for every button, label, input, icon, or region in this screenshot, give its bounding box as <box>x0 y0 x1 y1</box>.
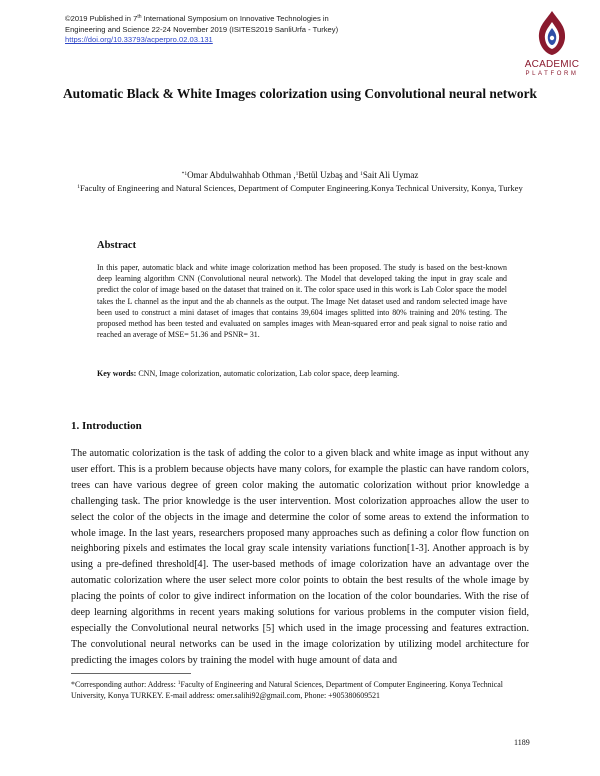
logo-subtitle: PLATFORM <box>525 71 579 77</box>
page-number: 1189 <box>514 738 530 747</box>
author-2: Betül Uzbaş and <box>298 170 361 180</box>
paper-title: Automatic Black & White Images colorization using Convolutional neural network <box>62 86 537 101</box>
author-1: Omar Abdulwahhab Othman , <box>187 170 296 180</box>
keywords <box>97 368 507 379</box>
footnote-divider <box>71 673 191 674</box>
section-heading-introduction: 1. Introduction <box>71 420 142 432</box>
introduction-text: The automatic colorization is the task of adding the color to a given black and white image as input without any user effort. This is a problem because objects have many colors, for example the plastic can have random colors, trees can have various degree of green color making the automatic colorization without prior knowledge a challenging task. The prior knowledge is the user intervention. Most colorization approaches allow the user to select the color of the objects in the image and determine the color of some areas to extend the information to whole image. In the last years, researchers proposed many approaches such as defining a color flow function on neighboring pixels and estimates the local gray scale intensity variations function[1-3]. Another approach is by using a pre-defined threshold[4]. The user-based methods of image colorization have an advantage over the automatic colorization where the user select more color points to obtain the best results of the whole image by placing the points of color to give indirect information on the location of the color boundaries. With the rise of deep learning algorithms in recent years making solutions for various problems in the computer vision field, especially the Convolutional neural networks [5] which used in the image processing and features extraction. The convolutional neural networks can be used in the image colorization by utilizing model architecture for predicting the images colors by training the model with huge amount of data and <box>71 448 529 666</box>
logo-emblem-icon <box>532 10 572 58</box>
publication-header <box>65 12 485 46</box>
author-list: $^{*1}$Omar Abdulwahhab Othman ,$^1$Betül Uzbaş and $^1$Sait Ali Uymaz <box>181 170 419 180</box>
author-3: Sait Ali Uymaz <box>362 170 419 180</box>
keywords-text: CNN, Image colorization, automatic colorization, Lab color space, deep learning. <box>136 369 400 378</box>
logo-title: ACADEMIC <box>524 59 580 70</box>
affiliation: $^1$Faculty of Engineering and Natural Sciences, Department of Computer Engineering.Konya Technical University, Konya, Turkey <box>77 183 523 193</box>
corresponding-author-footnote: *Corresponding author: Address: $^1$Faculty of Engineering and Natural Sciences, Department of Computer Engineering. Konya Technical University, Konya TURKEY. E-mail address: omer.salihi92@gmail.com, Phone: +905380609521 <box>71 680 503 700</box>
keywords-label: Key words: <box>97 369 137 378</box>
abstract-text: In this paper, automatic black and white image colorization method has been proposed. The study is based on the best-known deep learning algorithm CNN (Convolutional neural network). The Model that developed taking the input in gray scale and predict the color of image based on the dataset that trained on it. The color space used in this work is Lab Color space the model takes the L channel as the input and the ab channels as the output. The Image Net dataset used and random selected image have been used to construct a mini dataset of images that contains 39,604 images splitted into 80% training and 20% testing. The proposed method has been tested and evaluated on samples images with Mean-squared error and peak signal to noise ratio and reached an average of MSE= 51.36 and PSNR= 31. <box>97 263 507 340</box>
academic-platform-logo <box>516 10 588 86</box>
header-line-1: ©2019 Published in 7th International Symposium on Innovative Technologies in <box>65 14 329 23</box>
header-line-2: Engineering and Science 22-24 November 2019 (ISITES2019 SanliUrfa - Turkey) <box>65 24 339 34</box>
abstract-heading: Abstract <box>97 240 137 251</box>
doi-link[interactable]: https://doi.org/10.33793/acperpro.02.03.131 <box>65 35 213 45</box>
